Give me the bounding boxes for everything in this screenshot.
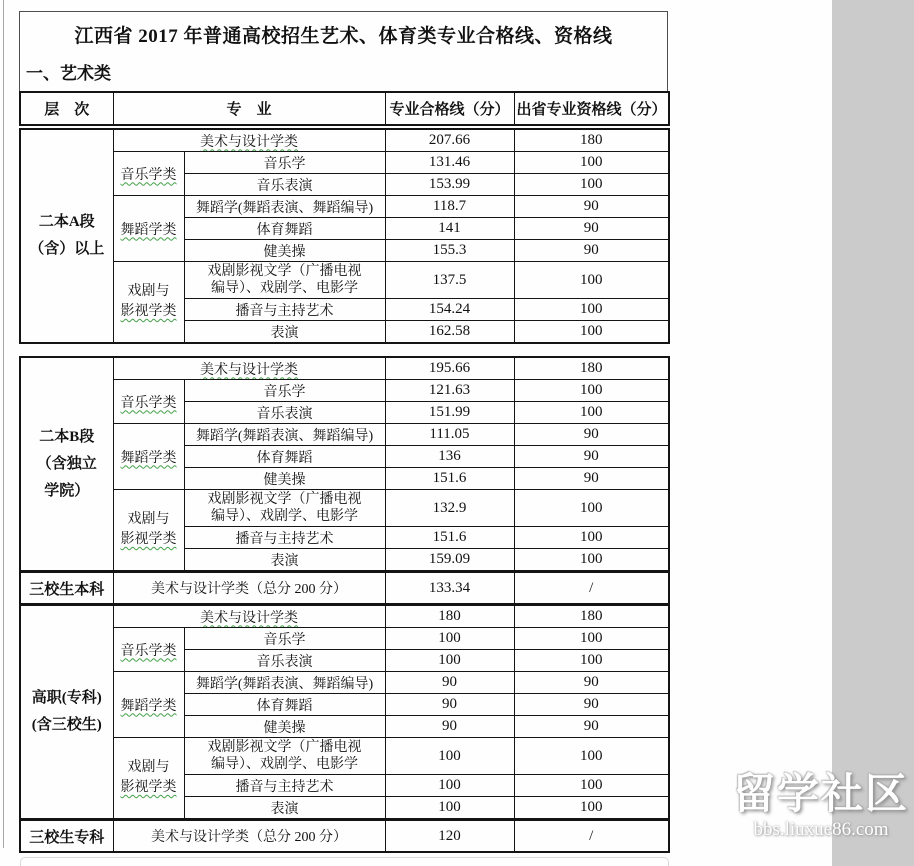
right-gray-strip <box>832 0 914 866</box>
header-level: 层 次 <box>20 92 113 125</box>
table-row <box>20 672 669 694</box>
score-table-header <box>19 91 670 126</box>
table-row <box>20 357 669 380</box>
out-line-cell: 90 <box>514 196 669 218</box>
table-row <box>20 628 669 650</box>
category-cell <box>113 262 184 344</box>
major-label: 美术与设计学类 <box>200 134 298 150</box>
table-row <box>20 605 669 628</box>
pass-line-cell: 100 <box>385 797 514 820</box>
major-cell <box>184 262 385 299</box>
out-line-cell: 100 <box>514 490 669 527</box>
out-line-cell: 100 <box>514 738 669 775</box>
out-line-cell: 100 <box>514 380 669 402</box>
pass-line-cell: 137.5 <box>385 262 514 299</box>
major-cell <box>113 357 385 380</box>
out-line-cell: 100 <box>514 402 669 424</box>
score-table-ben-b <box>19 356 670 572</box>
title-box <box>19 11 668 91</box>
level-cell <box>20 357 113 571</box>
out-line-cell: 100 <box>514 174 669 196</box>
out-line-cell: 100 <box>514 527 669 549</box>
out-line-cell: 100 <box>514 262 669 299</box>
out-line-cell: 100 <box>514 549 669 572</box>
category-label: 音乐学类 <box>120 395 177 411</box>
out-line-cell: 100 <box>514 628 669 650</box>
table-row <box>20 262 669 299</box>
level-line: （含独立 <box>36 455 97 472</box>
major-cell: 播音与主持艺术 <box>184 775 385 797</box>
category-cell <box>113 672 184 738</box>
category-label: 舞蹈学类 <box>120 698 177 714</box>
next-section-box-edge <box>20 857 669 866</box>
category-label: 影视学类 <box>120 780 177 795</box>
pass-line-cell: 90 <box>385 716 514 738</box>
pass-line-cell: 195.66 <box>385 357 514 380</box>
level-line: （含）以上 <box>29 241 105 257</box>
pass-line-cell: 141 <box>385 218 514 240</box>
major-cell: 舞蹈学(舞蹈表演、舞蹈编导) <box>184 196 385 218</box>
pass-line-cell: 100 <box>385 650 514 672</box>
score-tables <box>19 91 670 853</box>
out-line-cell: 180 <box>514 605 669 628</box>
major-cell <box>113 129 385 152</box>
pass-line-cell: 121.63 <box>385 380 514 402</box>
level-line: 二本A段 <box>38 214 95 230</box>
category-label: 舞蹈学类 <box>120 222 177 238</box>
pass-line-cell: 118.7 <box>385 196 514 218</box>
category-cell <box>113 490 184 572</box>
major-cell: 健美操 <box>184 468 385 490</box>
major-cell: 音乐学 <box>184 380 385 402</box>
out-line-cell: 100 <box>514 775 669 797</box>
major-cell <box>184 490 385 527</box>
pass-line-cell: 100 <box>385 738 514 775</box>
header-pass-line: 专业合格线（分） <box>385 92 514 125</box>
header-major: 专 业 <box>113 92 385 125</box>
out-line-cell: 100 <box>514 299 669 321</box>
category-label: 戏剧与 <box>127 284 170 299</box>
major-cell: 播音与主持艺术 <box>184 299 385 321</box>
major-cell: 音乐学 <box>184 152 385 174</box>
pass-line-cell: 133.34 <box>385 572 514 604</box>
table-row <box>20 380 669 402</box>
watermark-brand: 留学社区 <box>732 772 909 818</box>
section-title: 一、艺术类 <box>26 64 111 83</box>
category-cell <box>113 738 184 820</box>
pass-line-cell: 90 <box>385 694 514 716</box>
level-line: 高职(专科) <box>31 690 102 706</box>
major-cell: 健美操 <box>184 716 385 738</box>
score-table-sanxiao-benke <box>19 571 670 605</box>
out-line-cell: 100 <box>514 152 669 174</box>
category-label: 戏剧与 <box>127 512 170 527</box>
out-line-cell: 180 <box>514 357 669 380</box>
category-cell <box>113 196 184 262</box>
major-label: 戏剧影视文学（广播电视编导）、戏剧学、电影学 <box>207 740 362 772</box>
pass-line-cell: 100 <box>385 775 514 797</box>
pass-line-cell: 162.58 <box>385 321 514 344</box>
category-cell <box>113 628 184 672</box>
major-label: 戏剧影视文学（广播电视编导）、戏剧学、电影学 <box>207 492 362 524</box>
out-line-cell: 90 <box>514 446 669 468</box>
table-row <box>20 490 669 527</box>
table-row <box>20 196 669 218</box>
pass-line-cell: 180 <box>385 605 514 628</box>
page-title: 江西省 2017 年普通高校招生艺术、体育类专业合格线、资格线 <box>74 26 613 47</box>
major-cell: 美术与设计学类（总分 200 分） <box>113 820 385 852</box>
pass-line-cell: 100 <box>385 628 514 650</box>
level-line: 学院） <box>44 482 90 499</box>
table-row <box>20 572 669 604</box>
major-cell: 表演 <box>184 321 385 344</box>
header-row <box>20 92 669 125</box>
pass-line-cell: 132.9 <box>385 490 514 527</box>
score-table-sanxiao-zhuanke <box>19 819 670 853</box>
major-label: 戏剧影视文学（广播电视编导）、戏剧学、电影学 <box>207 264 362 296</box>
category-cell <box>113 152 184 196</box>
pass-line-cell: 159.09 <box>385 549 514 572</box>
header-out-line: 出省专业资格线（分） <box>514 92 669 125</box>
category-label: 影视学类 <box>120 532 177 547</box>
level-cell: 三校生专科 <box>20 820 113 852</box>
level-line: 二本B段 <box>39 428 95 445</box>
major-cell: 美术与设计学类（总分 200 分） <box>113 572 385 604</box>
out-line-cell: 90 <box>514 716 669 738</box>
major-cell: 音乐学 <box>184 628 385 650</box>
pass-line-cell: 153.99 <box>385 174 514 196</box>
major-cell: 体育舞蹈 <box>184 446 385 468</box>
out-line-cell: 180 <box>514 129 669 152</box>
level-cell: 三校生本科 <box>20 572 113 604</box>
category-label: 戏剧与 <box>127 760 170 775</box>
table-row <box>20 424 669 446</box>
out-line-cell: 90 <box>514 424 669 446</box>
category-label: 舞蹈学类 <box>120 450 177 466</box>
out-line-cell: 100 <box>514 650 669 672</box>
major-cell: 舞蹈学(舞蹈表演、舞蹈编导) <box>184 672 385 694</box>
pass-line-cell: 207.66 <box>385 129 514 152</box>
out-line-cell: 90 <box>514 218 669 240</box>
major-cell: 音乐表演 <box>184 174 385 196</box>
pass-line-cell: 120 <box>385 820 514 852</box>
pass-line-cell: 131.46 <box>385 152 514 174</box>
major-label: 美术与设计学类 <box>200 610 298 626</box>
pass-line-cell: 151.6 <box>385 468 514 490</box>
category-label: 音乐学类 <box>120 167 177 183</box>
score-table-gaozhi <box>19 604 670 820</box>
out-line-cell: / <box>514 820 669 852</box>
major-cell: 表演 <box>184 549 385 572</box>
pass-line-cell: 151.6 <box>385 527 514 549</box>
major-cell: 表演 <box>184 797 385 820</box>
major-cell: 体育舞蹈 <box>184 694 385 716</box>
pass-line-cell: 111.05 <box>385 424 514 446</box>
page-left-edge-line <box>3 0 4 848</box>
level-cell <box>20 605 113 819</box>
table-row <box>20 738 669 775</box>
major-cell: 舞蹈学(舞蹈表演、舞蹈编导) <box>184 424 385 446</box>
major-cell: 音乐表演 <box>184 402 385 424</box>
major-cell: 体育舞蹈 <box>184 218 385 240</box>
table-row <box>20 152 669 174</box>
pass-line-cell: 155.3 <box>385 240 514 262</box>
pass-line-cell: 154.24 <box>385 299 514 321</box>
major-cell: 音乐表演 <box>184 650 385 672</box>
table-row <box>20 129 669 152</box>
out-line-cell: 90 <box>514 468 669 490</box>
out-line-cell: 100 <box>514 321 669 344</box>
category-cell <box>113 424 184 490</box>
out-line-cell: 100 <box>514 797 669 820</box>
category-label: 音乐学类 <box>120 643 177 659</box>
table-row <box>20 820 669 852</box>
out-line-cell: 90 <box>514 672 669 694</box>
level-cell <box>20 129 113 343</box>
major-cell <box>113 605 385 628</box>
category-label: 影视学类 <box>120 304 177 319</box>
watermark-url: bbs.liuxue86.com <box>753 819 889 840</box>
category-cell <box>113 380 184 424</box>
pass-line-cell: 151.99 <box>385 402 514 424</box>
pass-line-cell: 90 <box>385 672 514 694</box>
score-table-ben-a <box>19 128 670 344</box>
major-cell: 播音与主持艺术 <box>184 527 385 549</box>
out-line-cell: 90 <box>514 694 669 716</box>
out-line-cell: 90 <box>514 240 669 262</box>
level-line: (含三校生) <box>31 717 102 733</box>
major-cell: 健美操 <box>184 240 385 262</box>
pass-line-cell: 136 <box>385 446 514 468</box>
out-line-cell: / <box>514 572 669 604</box>
watermark <box>728 765 914 841</box>
major-cell <box>184 738 385 775</box>
major-label: 美术与设计学类 <box>200 362 298 378</box>
